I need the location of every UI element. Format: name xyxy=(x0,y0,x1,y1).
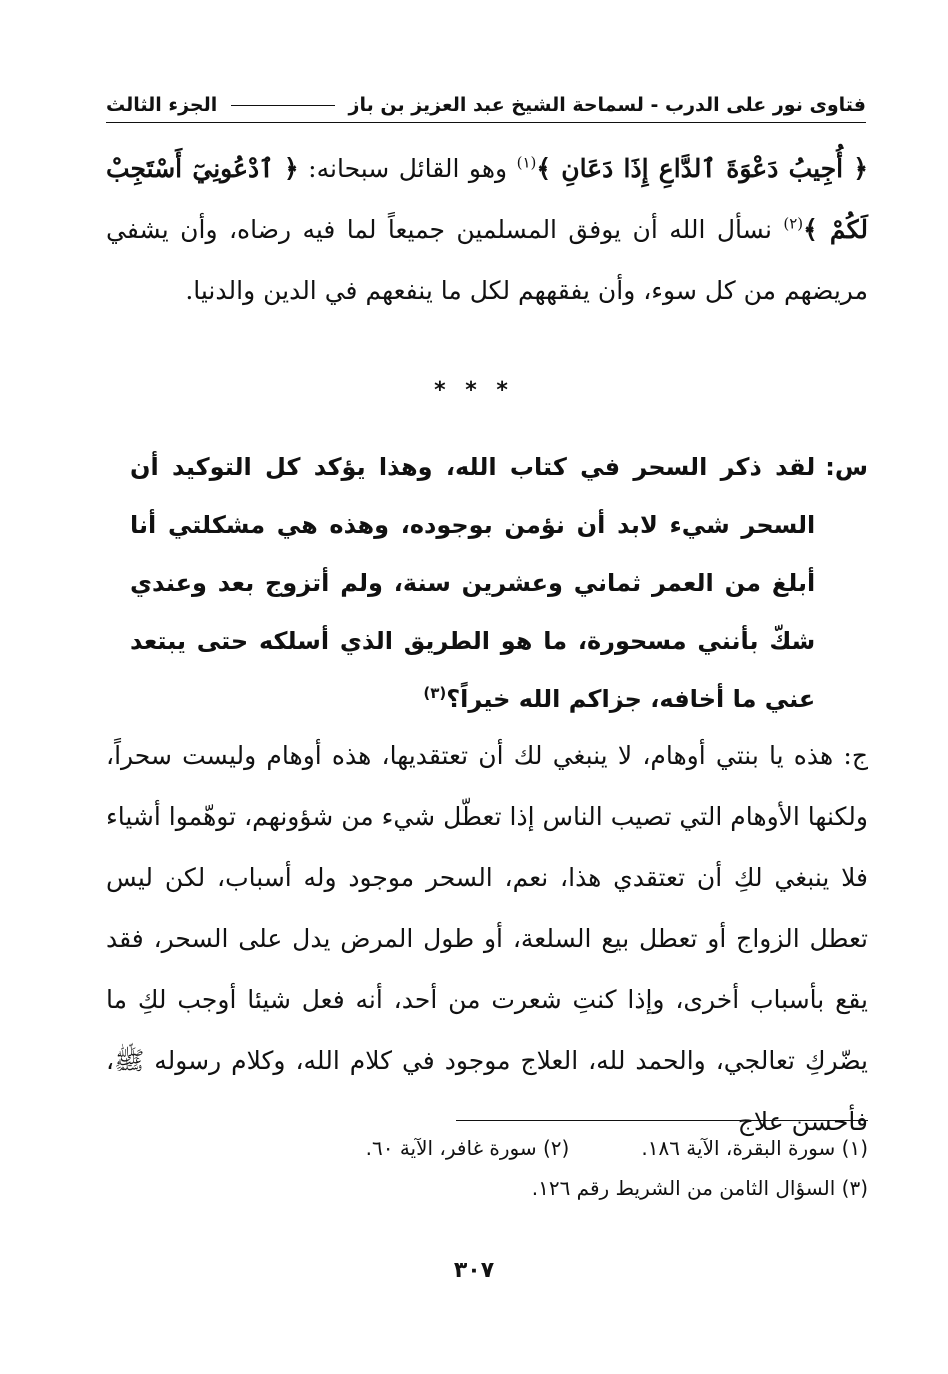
question-text: لقد ذكر السحر في كتاب الله، وهذا يؤكد كل التوكيد أن السحر شيء لابد أن نؤمن بوجوده، وهذه هي مشكلتي أنا أبلغ من العمر ثماني وعشرين سنة، ولم أتزوج بعد وعندي شكّ بأنني مسحورة، ما هو الطريق الذي أسلكه حتى يبتعد عني ما أخافه، جزاكم الله خيراً؟ xyxy=(130,453,816,713)
footnote-ref-3: (٣) xyxy=(423,684,447,702)
part-label: الجزء الثالث xyxy=(106,94,218,116)
footnote-ref-2: (٢) xyxy=(783,214,804,233)
book-title: فتاوى نور على الدرب - لسماحة الشيخ عبد العزيز بن باز xyxy=(348,94,866,116)
question-text-wrap xyxy=(130,438,815,728)
quran-verse-1: ﴿ أُجِيبُ دَعْوَةَ ٱلدَّاعِ إِذَا دَعَانِ ﴾ xyxy=(536,154,868,183)
question-label: س: xyxy=(825,453,868,481)
answer-paragraph: ج: هذه يا بنتي أوهام، لا ينبغي لك أن تعتقديها، هذه أوهام وليست سحراً، ولكنها الأوهام التي تصيب الناس إذا تعطّل شيء من شؤونهم، توهّموا أشياء فلا ينبغي لكِ أن تعتقدي هذا، نعم، السحر موجود وله أسباب، لكن ليس تعطل الزواج أو تعطل بيع السلعة، أو طول المرض يدل على السحر، فقد يقع بأسباب أخرى، وإذا كنتِ شعرت من أحد، أنه فعل شيئا أوجب لكِ ما يضّركِ تعالجي، والحمد لله، العلاج موجود في كلام الله، وكلام رسوله ﷺ، فأحسن علاج xyxy=(106,741,868,1136)
paragraph-intro-rest: نسأل الله أن يوفق المسلمين جميعاً لما فيه رضاه، وأن يشفي مريضهم من كل سوء، وأن يفقههم لكل ما ينفعهم في الدين والدنيا. xyxy=(106,215,868,305)
quran-verse-2: ﴿ ٱدْعُونِيٓ أَسْتَجِبْ لَكُمْ ﴾ xyxy=(106,154,868,244)
header-dash xyxy=(231,105,334,106)
running-header xyxy=(106,88,866,123)
paragraph-intro-middle: وهو القائل سبحانه: xyxy=(298,154,517,183)
footnote-2: (٢) سورة غافر، الآية ٦٠. xyxy=(365,1136,570,1160)
footnote-ref-1: (١) xyxy=(516,153,537,172)
section-separator: * * * xyxy=(434,378,514,403)
footnote-divider xyxy=(456,1120,868,1121)
footnote-3: (٣) السؤال الثامن من الشريط رقم ١٢٦. xyxy=(531,1176,868,1200)
footnote-row xyxy=(106,1128,868,1168)
footnote-row xyxy=(106,1168,868,1208)
page-number: ٣٠٧ xyxy=(453,1258,495,1283)
footnote-1: (١) سورة البقرة، الآية ١٨٦. xyxy=(641,1136,868,1160)
question-block xyxy=(130,438,868,728)
footnotes xyxy=(106,1128,868,1208)
paragraph-intro xyxy=(106,138,868,321)
